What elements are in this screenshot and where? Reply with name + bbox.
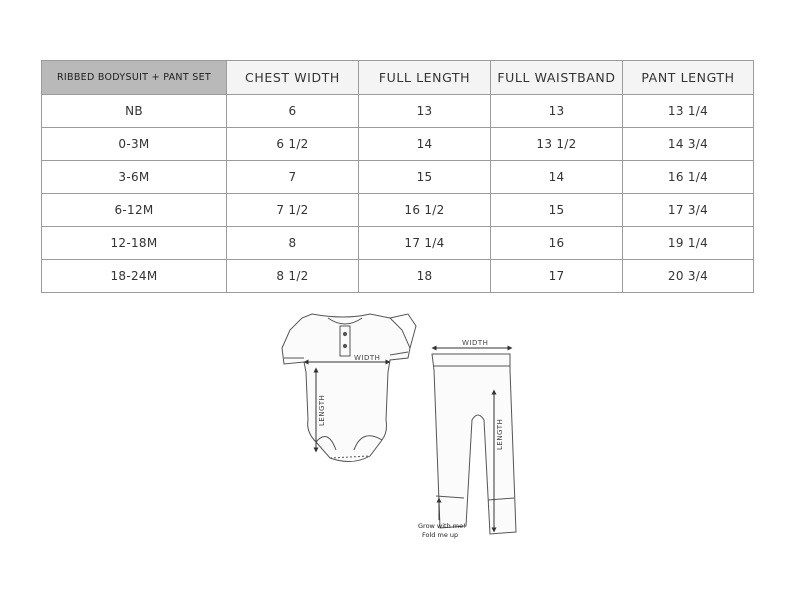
waistband-cell: 13 1/2 bbox=[491, 128, 623, 161]
table-row bbox=[42, 95, 754, 128]
pant-length-cell: 17 3/4 bbox=[623, 194, 754, 227]
full-length-cell: 17 1/4 bbox=[359, 227, 491, 260]
waistband-cell: 17 bbox=[491, 260, 623, 293]
table-row bbox=[42, 161, 754, 194]
table-row bbox=[42, 128, 754, 161]
garment-measurement-diagram bbox=[270, 300, 540, 550]
header-full-waistband: FULL WAISTBAND bbox=[491, 61, 623, 95]
size-cell: 18-24M bbox=[42, 260, 227, 293]
size-cell: 12-18M bbox=[42, 227, 227, 260]
size-cell: 6-12M bbox=[42, 194, 227, 227]
full-length-cell: 14 bbox=[359, 128, 491, 161]
size-cell: 3-6M bbox=[42, 161, 227, 194]
header-pant-length: PANT LENGTH bbox=[623, 61, 754, 95]
waistband-cell: 15 bbox=[491, 194, 623, 227]
bodysuit-illustration bbox=[282, 314, 416, 462]
header-chest-width: CHEST WIDTH bbox=[227, 61, 359, 95]
bodysuit-width-label: WIDTH bbox=[354, 354, 381, 362]
bodysuit-length-label: LENGTH bbox=[318, 394, 326, 426]
full-length-cell: 13 bbox=[359, 95, 491, 128]
fold-note-line1: Grow with me! bbox=[418, 522, 466, 530]
pant-length-cell: 13 1/4 bbox=[623, 95, 754, 128]
pant-length-cell: 20 3/4 bbox=[623, 260, 754, 293]
table-row bbox=[42, 260, 754, 293]
table-header-row bbox=[42, 61, 754, 95]
chest-width-cell: 6 1/2 bbox=[227, 128, 359, 161]
header-product-name: RIBBED BODYSUIT + PANT SET bbox=[42, 61, 227, 95]
header-full-length: FULL LENGTH bbox=[359, 61, 491, 95]
table-row bbox=[42, 194, 754, 227]
size-chart-table bbox=[41, 60, 754, 293]
full-length-cell: 16 1/2 bbox=[359, 194, 491, 227]
pant-length-cell: 16 1/4 bbox=[623, 161, 754, 194]
chest-width-cell: 7 1/2 bbox=[227, 194, 359, 227]
chest-width-cell: 8 bbox=[227, 227, 359, 260]
waistband-cell: 16 bbox=[491, 227, 623, 260]
pant-length-cell: 14 3/4 bbox=[623, 128, 754, 161]
pant-width-label: WIDTH bbox=[462, 339, 489, 347]
pant-length-label: LENGTH bbox=[496, 418, 504, 450]
full-length-cell: 15 bbox=[359, 161, 491, 194]
size-cell: 0-3M bbox=[42, 128, 227, 161]
size-cell: NB bbox=[42, 95, 227, 128]
table-row bbox=[42, 227, 754, 260]
chest-width-cell: 8 1/2 bbox=[227, 260, 359, 293]
chest-width-cell: 7 bbox=[227, 161, 359, 194]
fold-note-line2: Fold me up bbox=[422, 531, 459, 539]
bodysuit-outline bbox=[282, 314, 410, 462]
waistband-cell: 13 bbox=[491, 95, 623, 128]
waistband-cell: 14 bbox=[491, 161, 623, 194]
pant-length-cell: 19 1/4 bbox=[623, 227, 754, 260]
chest-width-cell: 6 bbox=[227, 95, 359, 128]
full-length-cell: 18 bbox=[359, 260, 491, 293]
